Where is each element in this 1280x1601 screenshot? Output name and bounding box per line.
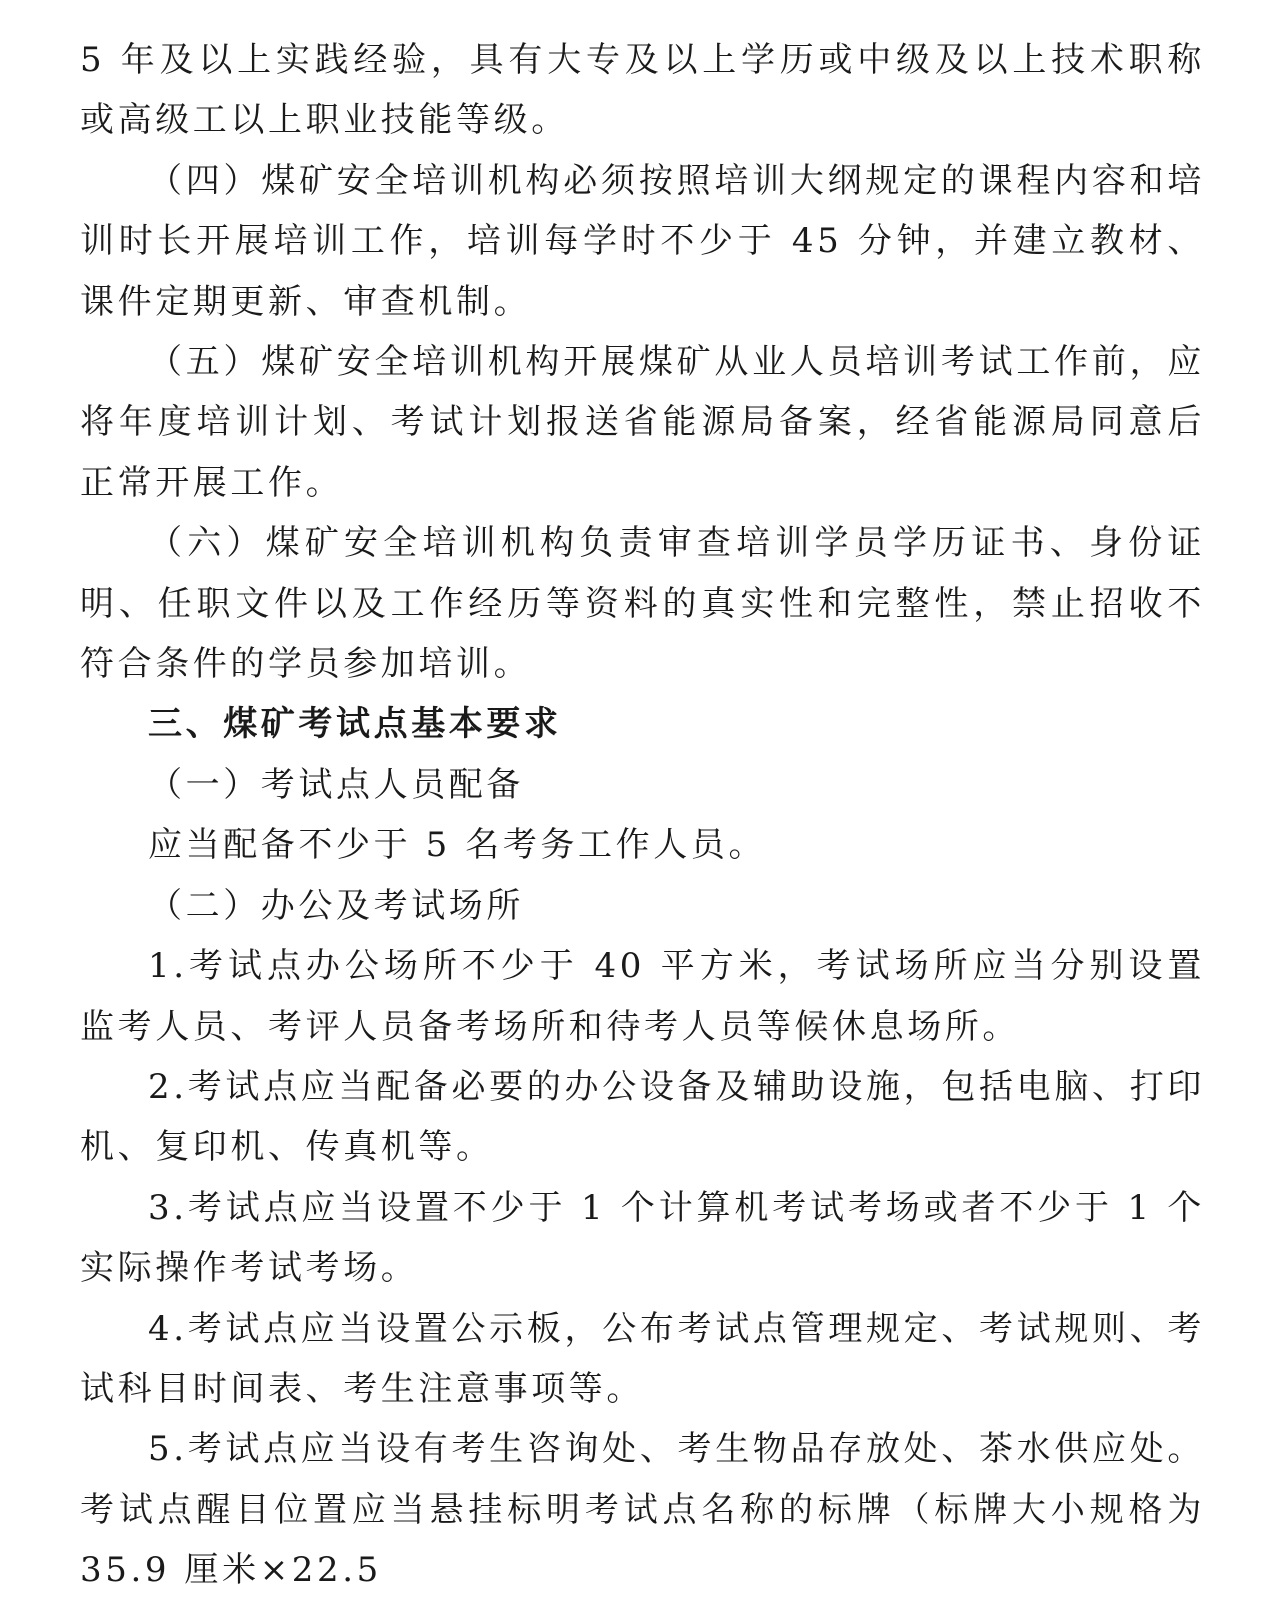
list-item: 3.考试点应当设置不少于 1 个计算机考试考场或者不少于 1 个实际操作考试考场。	[80, 1187, 1205, 1289]
list-item: 1.考试点办公场所不少于 40 平方米，考试场所应当分别设置监考人员、考评人员备考场所和待考人员等候休息场所。	[80, 946, 1205, 1047]
list-item: 4.考试点应当设置公示板，公布考试点管理规定、考试规则、考试科目时间表、考生注意事项等。	[80, 1308, 1205, 1409]
section-heading: 三、煤矿考试点基本要求	[148, 704, 562, 745]
paragraph: 5 年及以上实践经验，具有大专及以上学历或中级及以上技术职称或高级工以上职业技能等级。	[80, 40, 1205, 141]
subsection-heading: （一）考试点人员配备	[148, 764, 524, 805]
paragraph: 应当配备不少于 5 名考务工作人员。	[148, 825, 767, 866]
paragraph: （四）煤矿安全培训机构必须按照培训大纲规定的课程内容和培训时长开展培训工作，培训每学时不少于 45 分钟，并建立教材、课件定期更新、审查机制。	[80, 160, 1205, 322]
paragraph: （五）煤矿安全培训机构开展煤矿从业人员培训考试工作前，应将年度培训计划、考试计划报送省能源局备案，经省能源局同意后正常开展工作。	[80, 342, 1205, 503]
document-page	[80, 30, 1205, 1601]
list-item: 5.考试点应当设有考生咨询处、考生物品存放处、茶水供应处。考试点醒目位置应当悬挂标明考试点名称的标牌（标牌大小规格为 35.9 厘米×22.5	[80, 1429, 1205, 1591]
paragraph: （六）煤矿安全培训机构负责审查培训学员学历证书、身份证明、任职文件以及工作经历等资料的真实性和完整性，禁止招收不符合条件的学员参加培训。	[80, 523, 1205, 685]
subsection-heading: （二）办公及考试场所	[148, 885, 524, 926]
list-item: 2.考试点应当配备必要的办公设备及辅助设施，包括电脑、打印机、复印机、传真机等。	[80, 1066, 1205, 1168]
